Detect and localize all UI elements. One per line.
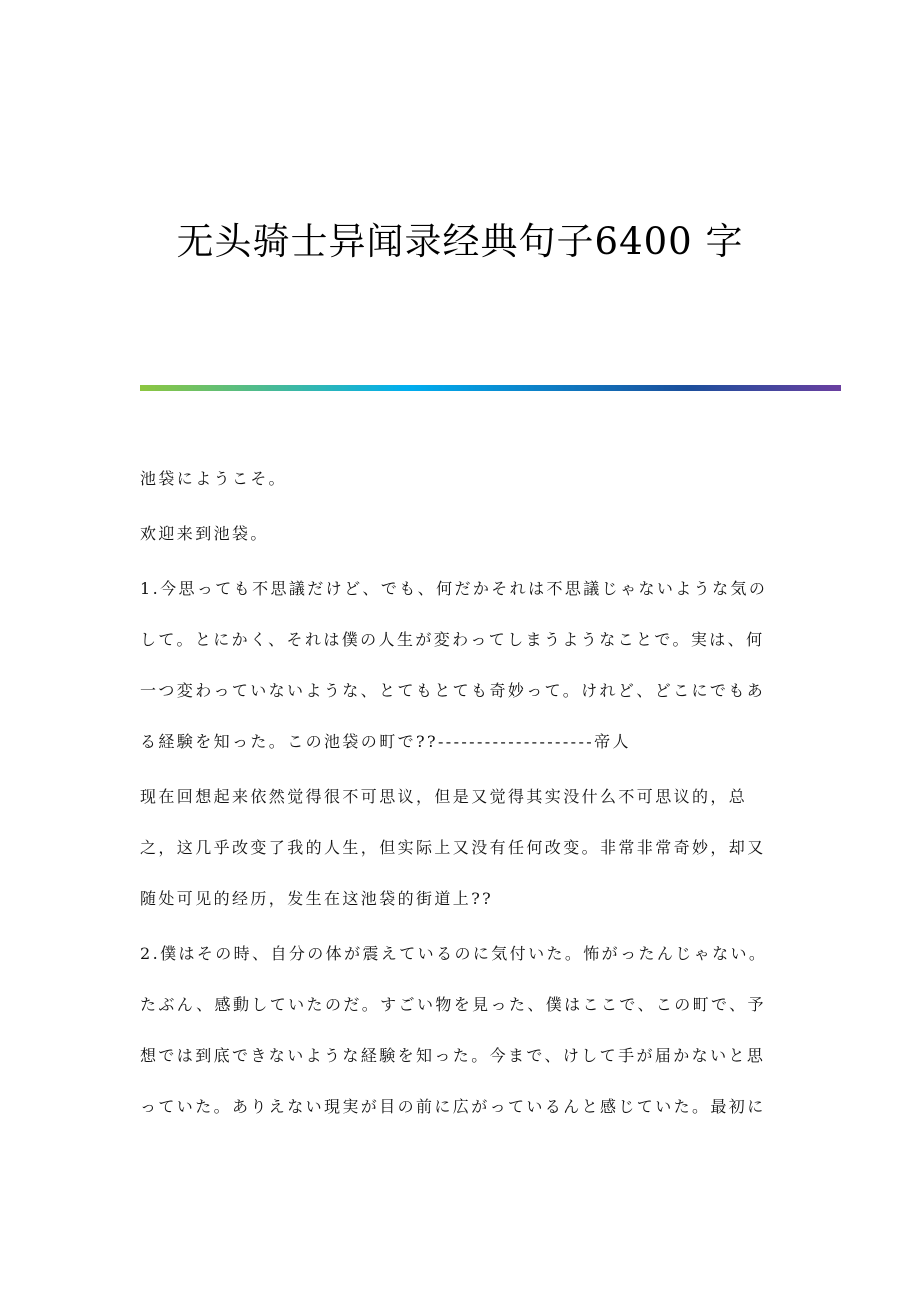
text-line: 2.僕はその時、自分の体が震えているのに気付いた。怖がったんじゃない。 [140, 944, 768, 963]
text-line: 之，这几乎改变了我的人生，但实际上又没有任何改变。非常非常奇妙，却又 [140, 838, 766, 857]
text-line: 池袋にようこそ。 [140, 469, 287, 488]
text-line: っていた。ありえない現実が目の前に広がっているんと感じていた。最初に [140, 1097, 766, 1116]
paragraph-quote-1-jp [140, 576, 772, 754]
text-line: して。とにかく、それは僕の人生が変わってしまうようなことで。実は、何 [140, 630, 765, 649]
paragraph-welcome-jp [140, 466, 772, 491]
text-line: 欢迎来到池袋。 [140, 524, 269, 543]
text-line: 1.今思っても不思議だけど、でも、何だかそれは不思議じゃないような気の [140, 579, 768, 598]
document-body [140, 466, 772, 1119]
text-line: 随处可见的经历，发生在这池袋的街道上?? [140, 889, 494, 908]
text-line: 现在回想起来依然觉得很不可思议，但是又觉得其实没什么不可思议的，总 [140, 787, 748, 806]
text-line: 一つ変わっていないような、とてもとても奇妙って。けれど、どこにでもあ [140, 681, 766, 700]
paragraph-quote-2-jp [140, 941, 772, 1119]
text-line: る経験を知った。この池袋の町で??--------------------帝人 [140, 732, 631, 751]
paragraph-welcome-cn [140, 521, 772, 546]
document-title: 无头骑士异闻录经典句子6400 字 [176, 220, 744, 263]
paragraph-quote-1-cn [140, 784, 772, 911]
text-line: たぶん、感動していたのだ。すごい物を見った、僕はここで、この町で、予 [140, 995, 766, 1014]
text-line: 想では到底できないような経験を知った。今まで、けして手が届かないと思 [140, 1046, 766, 1065]
title-divider [140, 385, 841, 391]
